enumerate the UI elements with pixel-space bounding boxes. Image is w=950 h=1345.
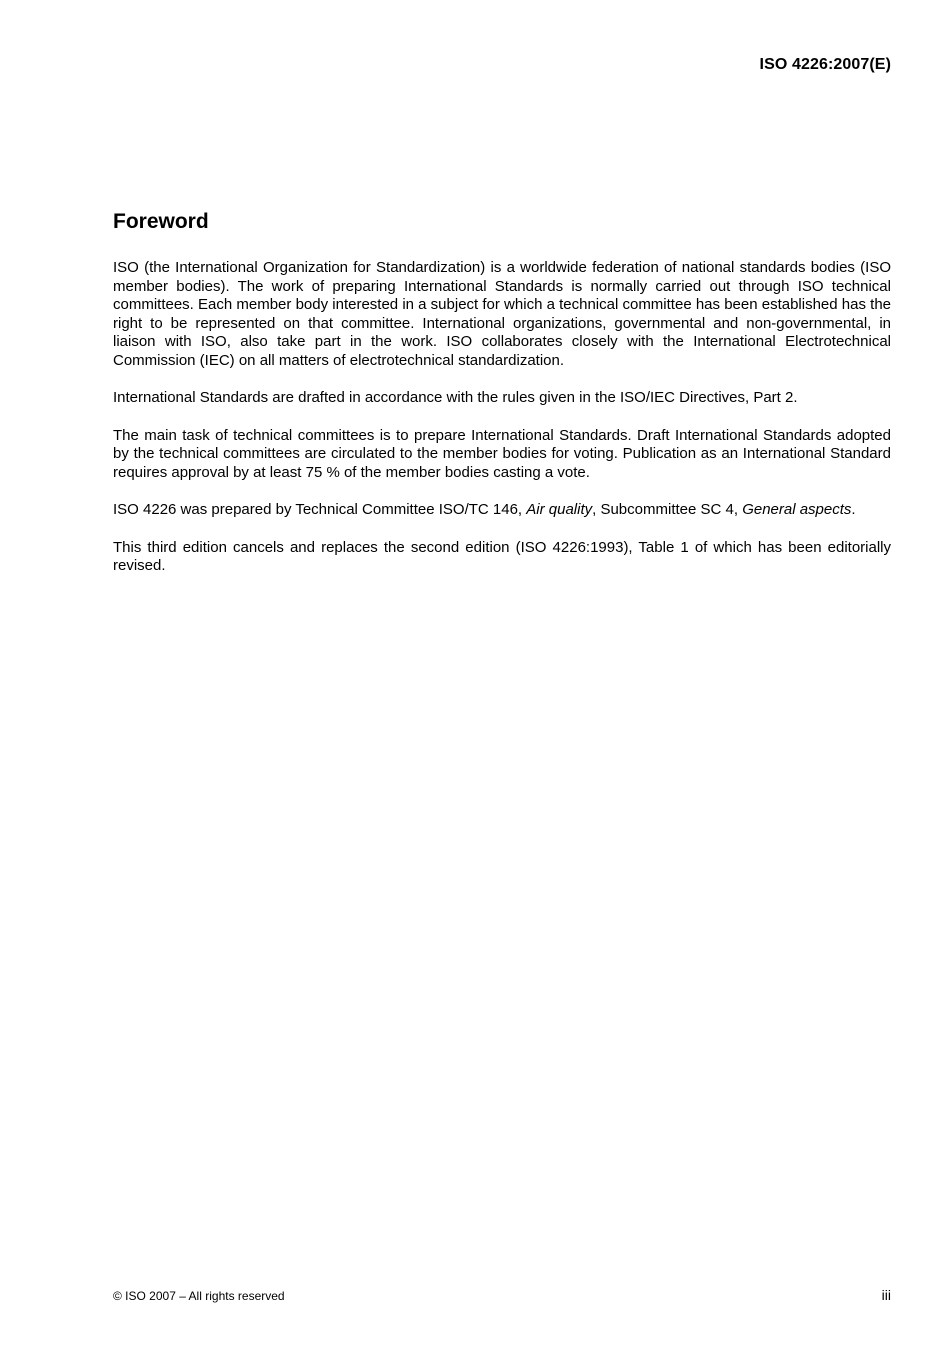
paragraph-4-text-3: . (851, 501, 856, 518)
paragraph-2: International Standards are drafted in accordance with the rules given in the ISO/IEC Directives, Part 2. (113, 389, 798, 406)
paragraph-4 (113, 501, 891, 520)
paragraph-4-text-2: , Subcommittee SC 4, (592, 501, 743, 518)
copyright-notice: © ISO 2007 – All rights reserved (113, 1289, 285, 1303)
document-id: ISO 4226:2007(E) (759, 56, 891, 73)
foreword-body (113, 259, 891, 595)
subcommittee-title: General aspects (742, 501, 852, 518)
paragraph-3: The main task of technical committees is to prepare International Standards. Draft International Standards adopted by the technical committees are circulated to the member bodies for voting. Publication as an International Standard requires approval by at least 75 % of the member bodies casting a vote. (113, 426, 891, 481)
section-heading: Foreword (113, 210, 209, 233)
paragraph-1: ISO (the International Organization for Standardization) is a worldwide federation of national standards bodies (ISO member bodies). The work of preparing International Standards is normally carried out through ISO technical committees. Each member body interested in a subject for which a technical committee has been established has the right to be represented on that committee. International organizations, governmental and non-governmental, in liaison with ISO, also take part in the work. ISO collaborates closely with the International Electrotechnical Commission (IEC) on all matters of electrotechnical standardization. (113, 259, 891, 369)
paragraph-4-text-1: ISO 4226 was prepared by Technical Committee ISO/TC 146, (113, 501, 527, 518)
paragraph-5: This third edition cancels and replaces the second edition (ISO 4226:1993), Table 1 of which has been editorially revised. (113, 538, 891, 574)
committee-title: Air quality (526, 501, 593, 518)
page-number: iii (881, 1287, 891, 1303)
